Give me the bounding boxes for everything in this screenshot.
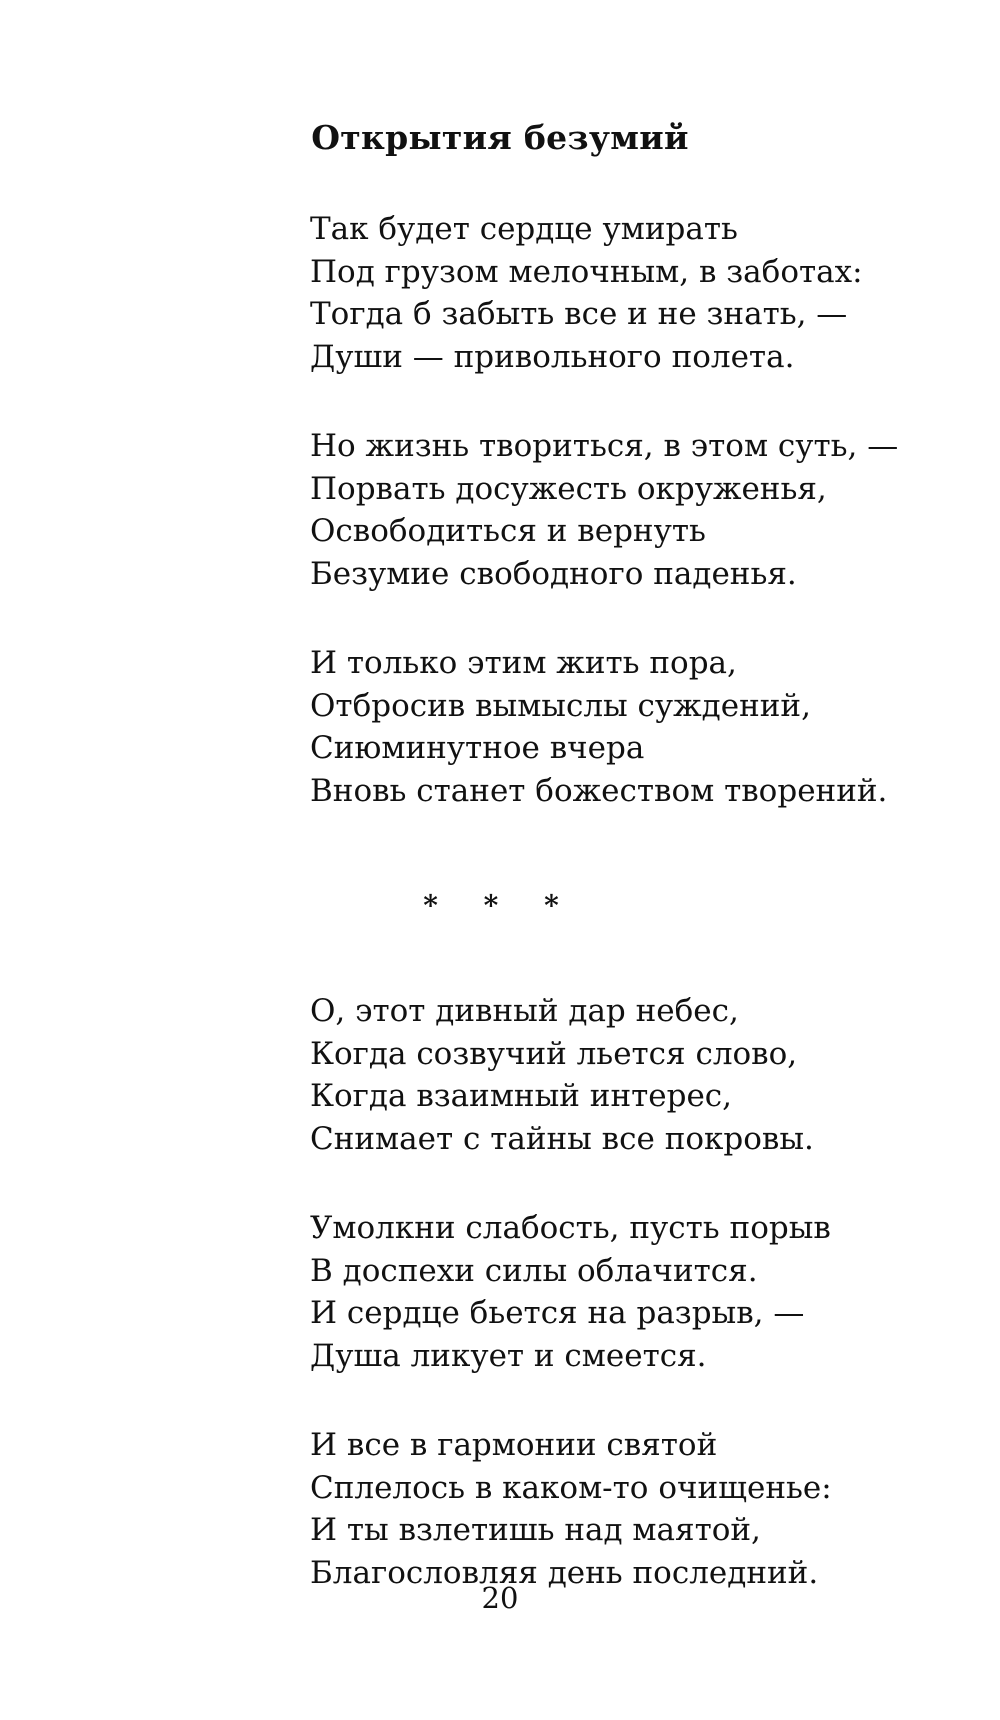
poem-line: Когда взаимный интерес, <box>310 1078 733 1114</box>
poem-line: Души — привольного полета. <box>310 338 795 375</box>
poem-stanza <box>310 1207 831 1377</box>
poem-line: Но жизнь твориться, в этом суть, — <box>310 428 899 464</box>
poem-line: Безумие свободного паденья. <box>310 555 797 592</box>
poem-line: Сиюминутное вчера <box>310 730 645 766</box>
poem-stanza <box>310 990 814 1160</box>
poem-line: И все в гармонии святой <box>310 1427 718 1463</box>
poem-title: Открытия безумий <box>311 118 689 157</box>
poem-line: И сердце бьется на разрыв, — <box>310 1295 805 1331</box>
poem-line: И ты взлетишь над маятой, <box>310 1512 761 1548</box>
poem-line: Когда созвучий льется слово, <box>310 1035 798 1072</box>
page-number: 20 <box>481 1581 519 1615</box>
poem-line: Душа ликует и смеется. <box>310 1337 707 1374</box>
poem-stanza <box>310 1424 832 1594</box>
poem-line: Под грузом мелочным, в заботах: <box>310 253 863 290</box>
poem-line: Так будет сердце умирать <box>310 211 738 247</box>
poem-stanza <box>310 425 898 595</box>
poem-line: Вновь станет божеством творений. <box>310 772 888 809</box>
poem-line: Снимает с тайны все покровы. <box>310 1120 814 1157</box>
poem-line: О, этот дивный дар небес, <box>310 993 739 1029</box>
poem-line: Отбросив вымыслы суждений, <box>310 687 811 724</box>
section-separator: * * * <box>423 889 577 922</box>
poem-stanza <box>310 642 887 812</box>
poem-line: Освободиться и вернуть <box>310 513 706 549</box>
poem-line: В доспехи силы облачится. <box>310 1252 758 1289</box>
poem-stanza <box>310 208 863 378</box>
poem-line: И только этим жить пора, <box>310 645 737 681</box>
poem-line: Сплелось в каком-то очищенье: <box>310 1469 832 1506</box>
poem-line: Благословляя день последний. <box>310 1554 819 1591</box>
poem-line: Умолкни слабость, пусть порыв <box>310 1210 831 1246</box>
poem-line: Порвать досужесть окруженья, <box>310 470 827 507</box>
poem-line: Тогда б забыть все и не знать, — <box>310 296 848 332</box>
